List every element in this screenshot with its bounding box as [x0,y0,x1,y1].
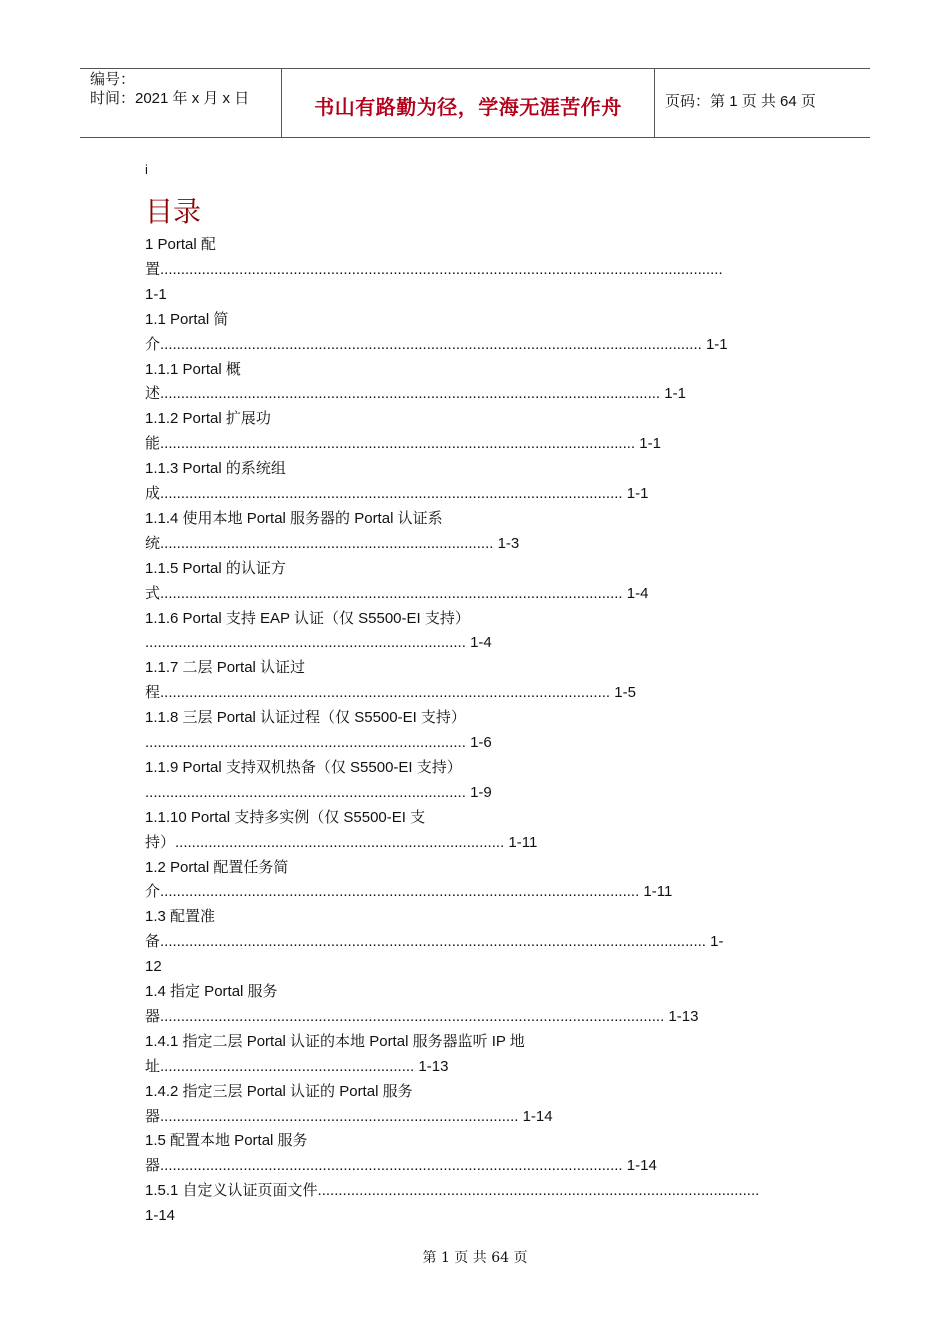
page-footer: 第 1 页 共 64 页 [422,1250,528,1266]
toc-line: 1.1.3 Portal 的系统组 [145,460,286,478]
roman-page-number: i [145,162,148,177]
page-current: 1 [729,93,738,110]
toc-line: ............................................................................. 1-4 [145,634,492,652]
toc-line: 1-14 [145,1207,176,1225]
toc-line: 1.4 指定 Portal 服务 [145,983,278,1000]
page-total: 64 [780,93,797,110]
toc-line: 述........................................................................................................................ 1-1 [145,385,686,403]
page-prefix: 页码：第 [665,93,726,110]
toc-line: 器...................................................................................... 1-14 [145,1107,553,1125]
toc-line: 1.5.1 自定义认证页面文件.......................................................................................................... [145,1182,760,1200]
header-page-cell [655,69,870,137]
toc-line: 统................................................................................ 1-3 [145,534,520,552]
toc-line: 介................................................................................................................... 1-11 [145,883,673,901]
toc-line: ............................................................................. 1-9 [145,783,492,801]
header-motto-cell [282,69,655,137]
toc-line: 介.................................................................................................................................. 1-1 [145,335,728,353]
page-info [665,93,816,111]
time-label: 时间：2021 年 x 月 x 日 [90,90,250,107]
toc-line: 1.1 Portal 简 [145,310,229,328]
toc-line: 成............................................................................................................... 1-1 [145,485,649,502]
toc-line: 1 Portal 配 [145,236,216,253]
toc-line: 程............................................................................................................ 1-5 [145,684,636,702]
toc-line: 置....................................................................................................................................... [145,260,723,278]
toc-line: 1.5 配置本地 Portal 服务 [145,1132,308,1150]
toc-line: 1.1.4 使用本地 Portal 服务器的 Portal 认证系 [145,509,443,527]
page-mid: 页 共 [741,93,776,110]
toc-line: 1.1.7 二层 Portal 认证过 [145,659,306,677]
page-suffix: 页 [800,93,816,110]
toc-title: 目录 [145,195,202,228]
toc-line: 址............................................................. 1-13 [145,1057,449,1075]
toc-line: 1.4.1 指定二层 Portal 认证的本地 Portal 服务器监听 IP 地 [145,1032,525,1050]
toc-line: 1.1.9 Portal 支持双机热备（仅 S5500-EI 支持） [145,758,462,776]
toc-line: 式............................................................................................................... 1-4 [145,584,649,602]
number-label: 编号： [90,71,136,88]
toc-line: 持）............................................................................... 1-11 [145,833,538,851]
toc-line: 1.1.10 Portal 支持多实例（仅 S5500-EI 支 [145,808,426,826]
toc-line: 1.1.6 Portal 支持 EAP 认证（仅 S5500-EI 支持） [145,609,470,627]
toc-line: 1.1.1 Portal 概 [145,360,241,378]
toc-line: 1-1 [145,285,167,303]
header-meta-cell [80,69,282,137]
toc-line: 器............................................................................................................... 1-14 [145,1157,657,1175]
toc-line: 1.1.8 三层 Portal 认证过程（仅 S5500-EI 支持） [145,709,466,727]
toc-line: 1.3 配置准 [145,908,216,926]
toc-line: 12 [145,958,162,976]
toc-line: 备................................................................................................................................... 1- [145,933,724,951]
toc-line: 器......................................................................................................................... 1-13 [145,1007,699,1025]
toc-line: 1.1.5 Portal 的认证方 [145,559,286,577]
toc-line: 1.2 Portal 配置任务简 [145,858,289,876]
toc-line: ............................................................................. 1-6 [145,734,492,751]
document-header [80,68,870,138]
motto: 书山有路勤为径，学海无涯苦作舟 [314,95,622,119]
toc-line: 1.4.2 指定三层 Portal 认证的 Portal 服务 [145,1082,413,1100]
toc-line: 1.1.2 Portal 扩展功 [145,410,271,428]
toc-line: 能.................................................................................................................. 1-1 [145,435,661,453]
